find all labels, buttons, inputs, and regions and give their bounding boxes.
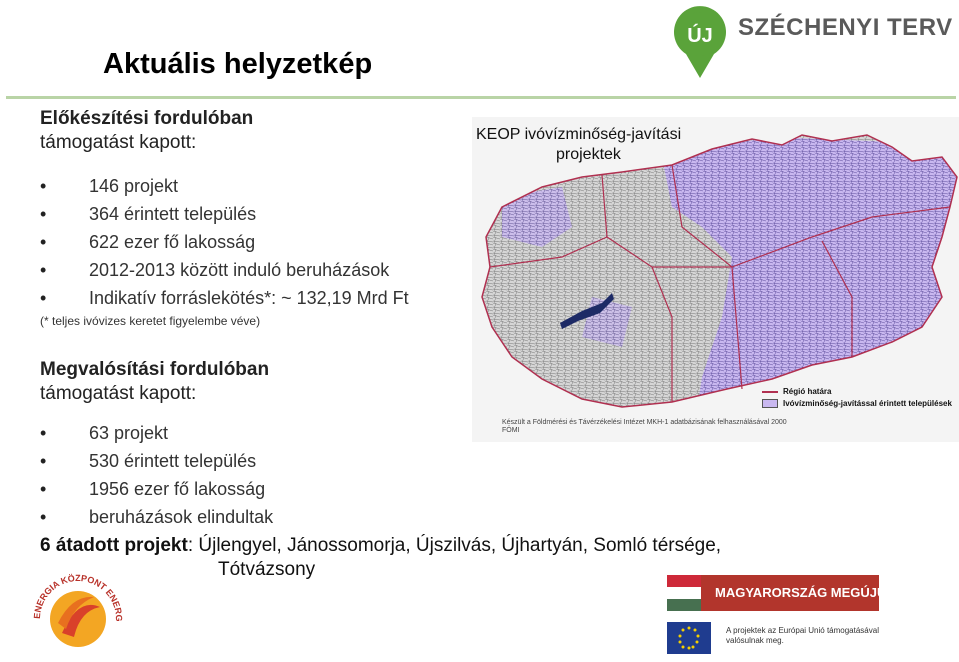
list-item: • 63 projekt [40, 419, 273, 447]
legend-label: Régió határa [783, 387, 832, 396]
prep-note: (* teljes ivóvizes keretet figyelembe véve) [40, 314, 261, 328]
list-item: • 622 ezer fő lakosság [40, 228, 409, 256]
map-title-line1: KEOP ivóvízminőség-javítási [476, 126, 682, 143]
map-legend [762, 387, 952, 411]
legend-item [762, 399, 952, 408]
prep-subheading: támogatást kapott: [40, 132, 197, 153]
prep-heading: Előkészítési fordulóban [40, 108, 254, 129]
prep-section [40, 108, 409, 328]
impl-heading: Megvalósítási fordulóban [40, 359, 270, 380]
magyarorszag-megujul-logo [667, 575, 895, 611]
map-title [476, 125, 681, 165]
szechenyi-terv-text: SZÉCHENYI TERV [738, 14, 953, 41]
delivered-label: 6 átadott projekt [40, 535, 188, 556]
prep-list [40, 172, 409, 312]
map-credit: Készült a Földmérési és Távérzékelési Intézet MKH-1 adatbázisának felhasználásával 2000 FÖMI [502, 419, 787, 434]
list-item: • 364 érintett település [40, 200, 409, 228]
list-item: • Indikatív forráslekötés*: ~ 132,19 Mrd Ft [40, 284, 409, 312]
page-title: Aktuális helyzetkép [103, 48, 373, 80]
eu-flag-icon [667, 622, 711, 654]
energia-kozpont-emblem-icon [28, 567, 128, 662]
magyarorszag-megujul-text: MAGYARORSZÁG MEGÚJUL [715, 585, 895, 600]
header-divider [6, 96, 956, 99]
hungary-map [472, 117, 959, 442]
impl-subheading: támogatást kapott: [40, 383, 197, 404]
list-item: • 1956 ezer fő lakosság [40, 475, 273, 503]
impl-list [40, 419, 273, 531]
delivered-continuation: Tótvázsony [218, 559, 316, 580]
map-title-line2: projektek [556, 146, 621, 163]
list-item: • 146 projekt [40, 172, 409, 200]
affected-settlement-swatch [762, 399, 778, 408]
svg-text:ÚJ: ÚJ [687, 25, 713, 47]
impl-section [40, 359, 273, 531]
list-item: • 2012-2013 között induló beruházások [40, 256, 409, 284]
legend-label: Ivóvízminőség-javítással érintett települések [783, 399, 952, 408]
list-item: • 530 érintett település [40, 447, 273, 475]
region-border-swatch [762, 391, 778, 393]
energia-kozpont-logo [28, 567, 128, 662]
hungarian-flag-icon [667, 575, 701, 611]
list-item: • beruházások elindultak [40, 503, 273, 531]
svg-text:ENERGIA KÖZPONT ENERGY CENTRE: ENERGIA KÖZPONT ENERG [31, 572, 125, 622]
eu-support-text: A projektek az Európai Unió támogatásával valósulnak meg. [726, 626, 879, 645]
legend-item [762, 387, 952, 396]
delivered-text: : Újlengyel, Jánossomorja, Újszilvás, Újhartyán, Somló térsége, [187, 535, 722, 556]
